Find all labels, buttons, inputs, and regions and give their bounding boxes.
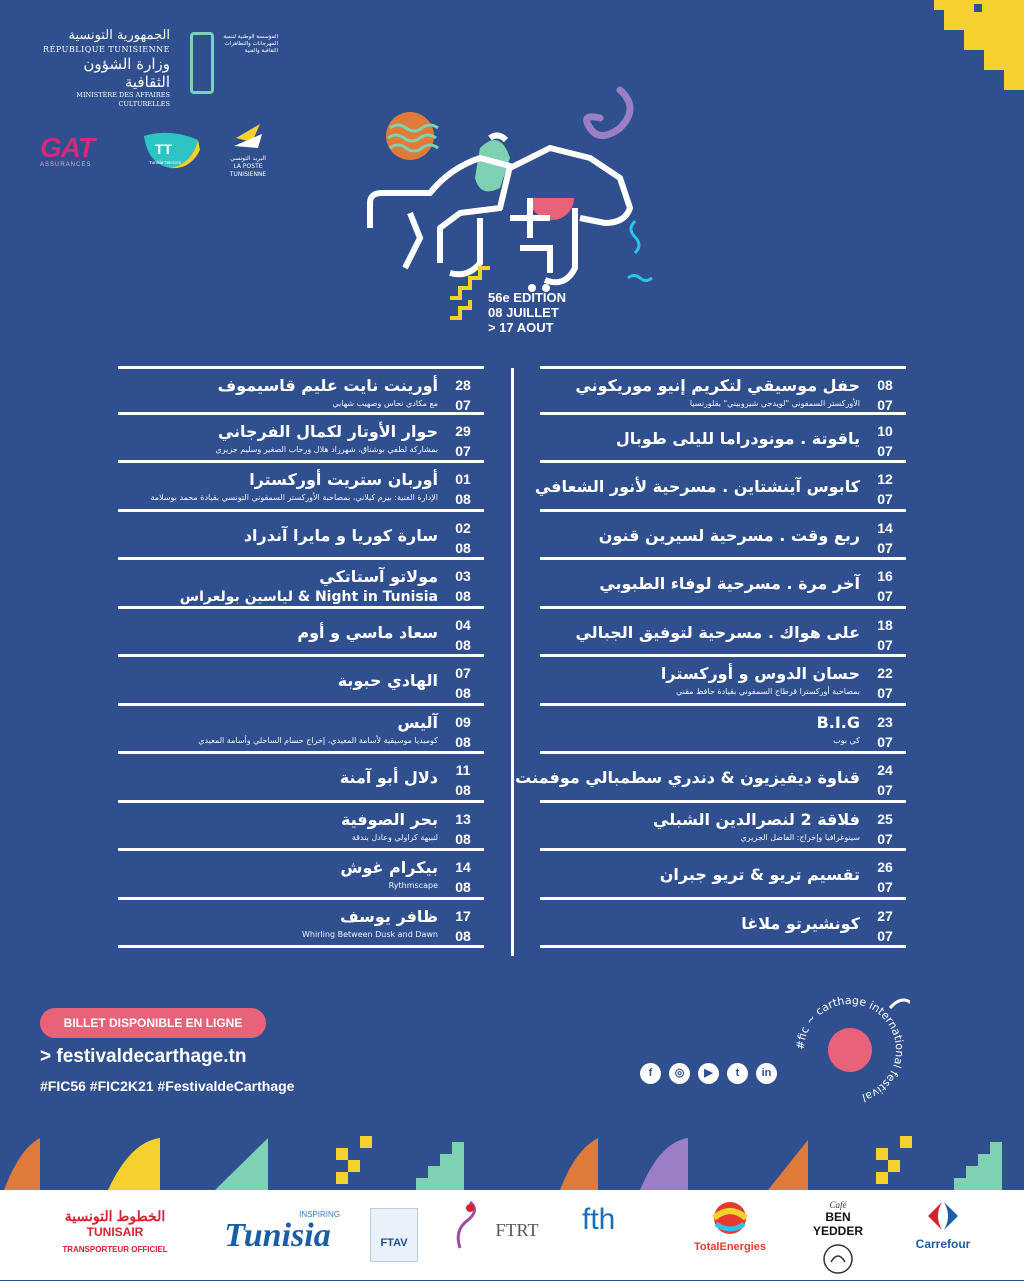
event-day: 29 (455, 422, 471, 439)
event-month: 07 (877, 927, 893, 944)
event-date (448, 615, 478, 655)
event-date (870, 375, 900, 415)
event-day: 18 (877, 616, 893, 633)
event-title: أوربان ستريت أوركسترا (249, 470, 438, 489)
carrefour-icon (926, 1200, 960, 1232)
edition-info (488, 290, 566, 335)
gov-ar: الجمهورية التونسية (68, 28, 170, 43)
event-day: 13 (455, 810, 471, 827)
event-title: B.I.G (816, 712, 860, 732)
youtube-icon[interactable]: ▶ (698, 1063, 719, 1084)
event-day: 12 (877, 471, 893, 487)
event-title: دلال أبو آمنة (339, 768, 438, 787)
edition-end: > 17 AOUT (488, 320, 554, 335)
ftrt-label: FTRT (495, 1220, 539, 1240)
event-title: بحر الصوفية (340, 809, 438, 829)
schedule-row (540, 851, 906, 900)
benyedder-emblem (821, 1242, 855, 1276)
event-month: 08 (455, 636, 471, 653)
poste-fr: LA POSTE TUNISIENNE (229, 163, 267, 178)
festival-logo (350, 88, 670, 318)
event-subtitle: مع مكادي نحاس وصهيب شهابي (332, 399, 438, 408)
event-month: 08 (455, 588, 471, 604)
event-title: سارة كوريا و مايرا آندراد (243, 525, 438, 545)
event-subtitle: الأوركستر السمفوني "لويدجي شيروبيني" بقلورنسيا (689, 399, 860, 408)
schedule-row (118, 706, 484, 755)
event-title: بيكرام غوش (340, 858, 438, 877)
event-subtitle: سينوغرافيا وإخراج: الفاضل الجزيري (740, 832, 860, 842)
event-title: قناوة ديفيزيون & دندري سطمبالي موفمنت (515, 768, 860, 787)
event-month: 08 (455, 830, 471, 847)
decorative-shapes (0, 1128, 1024, 1190)
event-title-line2: Night in Tunisia & لياسين بولعراس (179, 589, 438, 605)
event-subtitle: الإدارة الفنية: بيرم كيلاني، بمصاحبة الأوركستر السمفوني التونسي بقيادة محمد بوسلامة (150, 493, 438, 502)
event-subtitle: كوميديا موسيقية لأسامة المعيدي، إخراج حسام الساحلي وأسامة المعيدي (198, 735, 438, 745)
benyedder-label: BEN YEDDER (812, 1210, 863, 1238)
carrefour-logo (903, 1200, 983, 1251)
event-title: آليس (397, 712, 438, 732)
event-title: مولاتو آستاتكي (319, 567, 438, 586)
schedule-row (540, 415, 906, 464)
event-day: 17 (455, 907, 471, 924)
event-day: 09 (455, 713, 471, 730)
event-date (870, 469, 900, 509)
etablissement-text: المؤسسة الوطنية لتنمية المهرجانات والتظاهرات الثقافية والفنية (223, 34, 278, 54)
festival-badge (790, 990, 910, 1110)
event-month: 07 (455, 397, 471, 413)
la-poste-logo (220, 120, 276, 179)
event-date (448, 712, 478, 752)
event-title: سعاد ماسي و أوم (297, 622, 438, 642)
gov-fr: RÉPUBLIQUE TUNISIENNE (43, 45, 170, 54)
event-day: 04 (455, 616, 471, 633)
fth-logo (582, 1200, 652, 1240)
event-title: أورينت نايت عليم قاسيموف (217, 376, 438, 395)
tunisia-logo (215, 1200, 340, 1253)
event-date (870, 663, 900, 703)
totalenergies-icon (700, 1200, 760, 1236)
event-date (870, 566, 900, 606)
event-month: 07 (877, 397, 893, 413)
event-subtitle: Rythmscape (388, 881, 438, 890)
edition-start: 08 JUILLET (488, 305, 559, 320)
event-month: 08 (455, 927, 471, 944)
event-day: 16 (877, 568, 893, 584)
event-date (448, 857, 478, 897)
event-month: 08 (455, 685, 471, 701)
schedule-row (118, 415, 484, 464)
schedule-column-right (515, 366, 906, 948)
event-day: 14 (455, 859, 471, 875)
tunisia-label: Tunisia (224, 1217, 331, 1254)
event-month: 08 (455, 539, 471, 556)
schedule-row (540, 803, 906, 852)
schedule-row (118, 754, 484, 803)
schedule-row (540, 706, 906, 755)
event-day: 11 (455, 762, 471, 778)
schedule-row (515, 754, 906, 803)
event-month: 07 (877, 733, 893, 750)
event-subtitle: لنبيهة كراولي وعادل بندقة (351, 832, 438, 842)
event-month: 07 (877, 636, 893, 653)
schedule-row (118, 609, 484, 658)
event-subtitle: كي بوب (833, 735, 860, 745)
schedule-row (118, 851, 484, 900)
event-date (870, 421, 900, 461)
event-date (870, 857, 900, 897)
poste-icon (230, 120, 266, 150)
event-day: 28 (455, 377, 471, 393)
event-day: 02 (455, 519, 471, 536)
event-month: 07 (877, 782, 893, 798)
event-date (448, 518, 478, 558)
event-subtitle: بمصاحبة أوركسترا قرطاج السمفوني بقيادة حافظ مقني (676, 687, 860, 696)
etablissement-logo (190, 32, 278, 96)
edition-label: 56e EDITION (488, 290, 567, 305)
event-month: 08 (455, 491, 471, 507)
gat-label: GAT (40, 132, 95, 163)
event-day: 08 (877, 377, 893, 393)
benyedder-cafe: Café (829, 1200, 847, 1210)
event-month: 07 (877, 879, 893, 895)
event-day: 23 (877, 713, 893, 730)
event-day: 14 (877, 519, 893, 536)
schedule-column-left (118, 366, 484, 948)
event-date (448, 809, 478, 849)
event-day: 10 (877, 422, 893, 439)
ftrt-icon (450, 1200, 490, 1250)
ftav-label: FTAV (380, 1237, 408, 1249)
tunisia-sup: INSPIRING (299, 1210, 340, 1219)
event-day: 01 (455, 471, 471, 487)
ministry-fr: MINISTÈRE DES AFFAIRES CULTURELLES (76, 91, 170, 108)
event-day: 03 (455, 568, 471, 584)
schedule-row (540, 609, 906, 658)
schedule-row (118, 366, 484, 415)
event-day: 26 (877, 859, 893, 875)
tunisie-telecom-logo (140, 130, 202, 170)
event-date (448, 906, 478, 946)
event-date (870, 615, 900, 655)
event-title: كابوس آينشتاين . مسرحية لأنور الشعافي (534, 477, 860, 496)
event-month: 08 (455, 782, 471, 798)
schedule-row (118, 560, 484, 609)
svg-text:TT: TT (155, 141, 173, 157)
event-day: 24 (877, 762, 893, 778)
schedule-row (540, 900, 906, 949)
event-subtitle: بمشاركة لطفي بوشناق، شهرزاد هلال ورحاب الصغير وسليم جزيري (215, 444, 438, 454)
event-title: على هواك . مسرحية لتوفيق الجبالي (575, 622, 860, 642)
event-title: فلاقة 2 لنصرالدين الشبلي (652, 809, 860, 829)
ministry-ar: وزارة الشؤون الثقافية (83, 55, 170, 91)
tunisair-ar: الخطوط التونسية (64, 1208, 166, 1224)
event-day: 22 (877, 665, 893, 681)
schedule-row (534, 463, 906, 512)
event-date (870, 809, 900, 849)
ftav-logo (370, 1208, 418, 1262)
event-date (448, 760, 478, 800)
event-title: تقسيم تريو & تريو جبران (659, 865, 860, 884)
event-title: الهادي حبوبة (337, 671, 438, 690)
event-month: 07 (877, 442, 893, 459)
schedule-row (540, 560, 906, 609)
fth-label: fth (582, 1203, 616, 1236)
ftrt-logo (450, 1200, 550, 1241)
event-date (448, 663, 478, 703)
event-title: ربع وقت . مسرحية لسيرين قنون (598, 525, 860, 545)
instagram-icon[interactable]: ◎ (669, 1063, 690, 1084)
poste-ar: البريد التونسي (230, 155, 266, 162)
event-month: 08 (455, 879, 471, 895)
event-month: 07 (877, 491, 893, 507)
event-date (448, 469, 478, 509)
tunisair-label: TUNISAIR (86, 1225, 144, 1239)
billet-button[interactable]: BILLET DISPONIBLE EN LIGNE (40, 1008, 266, 1038)
event-month: 07 (455, 442, 471, 459)
badge-text: #fic ~ carthage international festival (793, 993, 907, 1105)
event-title: حوار الأوتار لكمال الفرجاني (217, 421, 438, 441)
event-day: 25 (877, 810, 893, 827)
column-divider (511, 368, 514, 956)
tunisair-logo (50, 1200, 180, 1254)
event-date (870, 906, 900, 946)
event-subtitle: Whirling Between Dusk and Dawn (301, 929, 438, 939)
event-day: 07 (455, 665, 471, 681)
corner-decoration (934, 0, 1024, 90)
event-month: 07 (877, 588, 893, 604)
gat-sub: ASSURANCES (40, 162, 92, 168)
event-month: 07 (877, 685, 893, 701)
totalenergies-label: TotalEnergies (694, 1241, 766, 1253)
etablissement-mark (190, 32, 214, 94)
event-month: 07 (877, 539, 893, 556)
schedule-row (118, 463, 484, 512)
totalenergies-logo (688, 1200, 772, 1253)
event-date (448, 421, 478, 461)
event-day: 27 (877, 907, 893, 924)
twitter-icon[interactable]: t (727, 1063, 748, 1084)
schedule-row (540, 657, 906, 706)
carrefour-label: Carrefour (915, 1237, 971, 1251)
event-date (448, 375, 478, 415)
website-link[interactable]: > festivaldecarthage.tn (40, 1046, 247, 1067)
facebook-icon[interactable]: f (640, 1063, 661, 1084)
linkedin-icon[interactable]: in (756, 1063, 777, 1084)
tunisair-sub: TRANSPORTEUR OFFICIEL (62, 1245, 168, 1254)
schedule-row (540, 366, 906, 415)
event-date (448, 566, 478, 606)
event-title: كونشيرتو ملاغا (741, 913, 860, 933)
gat-logo (40, 132, 94, 168)
event-title: آخر مرة . مسرحية لوفاء الطبوبي (599, 574, 860, 593)
event-date (870, 760, 900, 800)
event-month: 07 (877, 830, 893, 847)
event-title: ياقوتة . مونودراما لليلى طوبال (615, 428, 860, 448)
schedule-row (118, 512, 484, 561)
event-date (870, 712, 900, 752)
tt-caption: Tunisie Telecom (149, 160, 182, 165)
social-icons (640, 1063, 777, 1084)
schedule-row (118, 900, 484, 949)
event-date (870, 518, 900, 558)
event-month: 08 (455, 733, 471, 750)
schedule-row (118, 803, 484, 852)
ministry-logo (40, 28, 170, 109)
hashtags: #FIC56 #FIC2K21 #FestivaldeCarthage (40, 1078, 295, 1094)
event-title: ظافر يوسف (340, 906, 438, 926)
schedule-row (540, 512, 906, 561)
schedule-row (118, 657, 484, 706)
event-title: حسان الدوس و أوركسترا (660, 664, 860, 683)
benyedder-logo (800, 1200, 876, 1281)
event-title: حفل موسيقي لتكريم إنيو موريكوني (575, 376, 860, 395)
